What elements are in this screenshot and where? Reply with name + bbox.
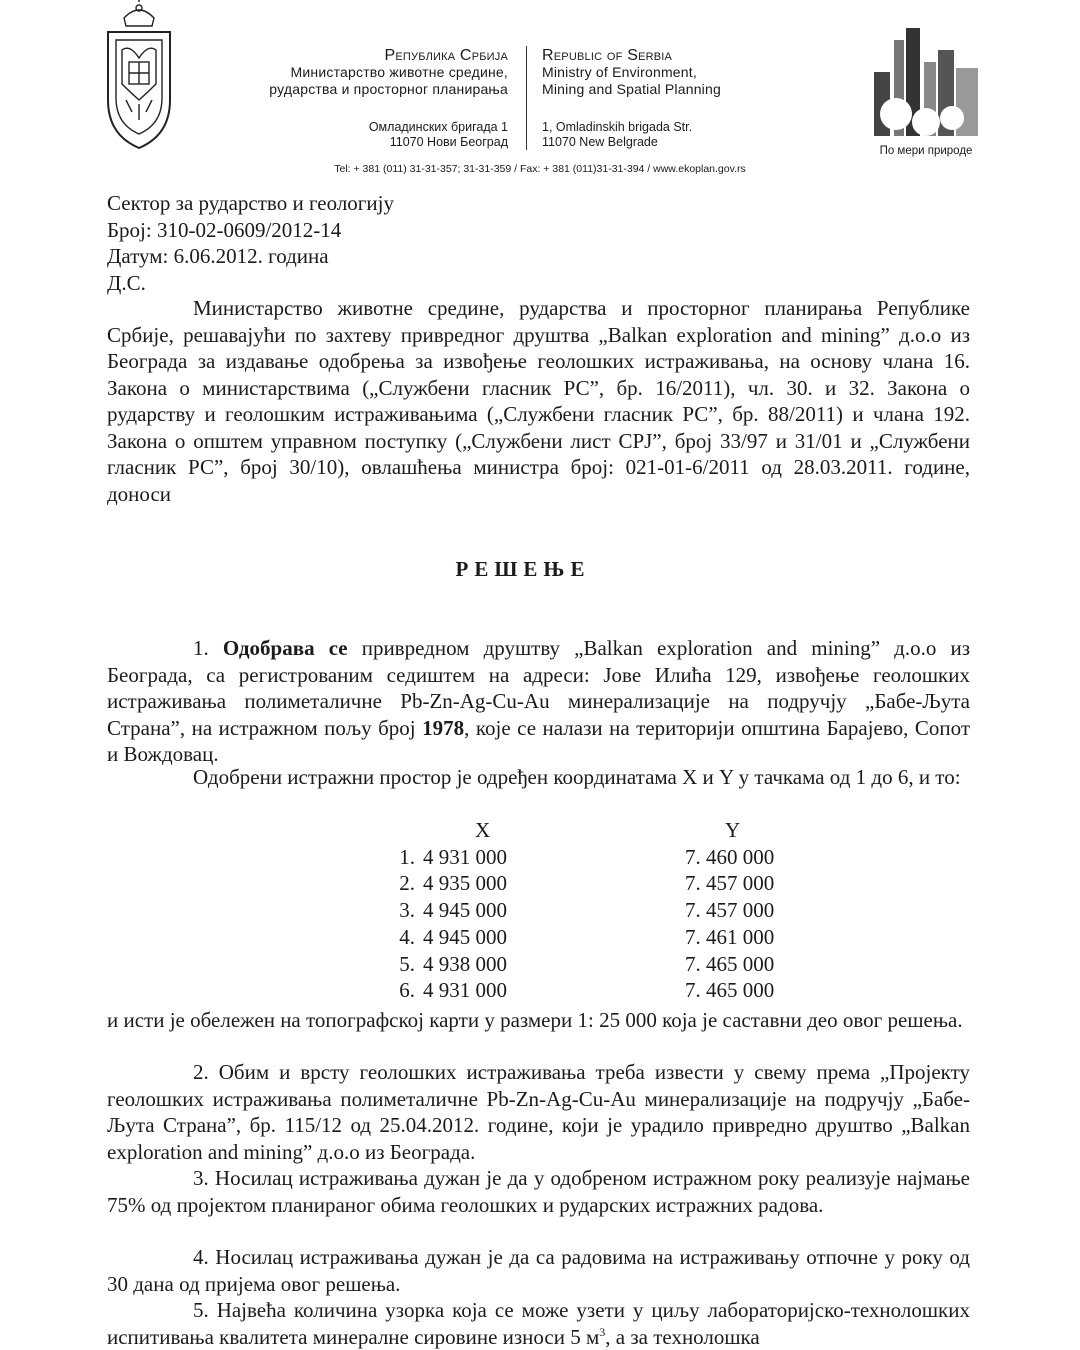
x-value: 4 945 000 [423,924,507,949]
initials: Д.С. [107,270,146,295]
item-4-paragraph: 4. Носилац истраживања дужан је да са радовима на истраживању отпочне у року од 30 дана од пријема овог решења. [107,1245,970,1296]
item-1-bold-lead: Одобрава се [222,636,348,660]
item-5-tail: , а за технолошка [605,1324,760,1349]
document-number: Број: 310-02-0609/2012-14 [107,217,342,242]
point-number: 4. [399,924,415,949]
item-1-text-b: , које се налази на територији општина Барајево, Сопот и Вождовац. [107,715,970,766]
ministry-name-english [542,47,842,98]
coordinates-intro: Одобрени истражни простор је одређен координатама X и Y у тачкама од 1 до 6, и то: [193,765,961,789]
item-2-paragraph: 2. Обим и врсту геолошких истраживања треба извести у свему према „Пројекту геолошких истраживања полиметаличне Pb-Zn-Ag-Cu-Au минерализације на подручју „Бабе-Љута Страна”, бр. 115/12 од 25.04.2012. године, који је урадило привредно друштво „Balkan exploration and mining” д.о.о из Београда. [107,1060,970,1164]
point-number: 1. [399,844,415,869]
header-ru-line: Република Србија [384,47,508,64]
y-value: 7. 465 000 [685,978,775,1003]
item-1-paragraph [107,635,970,768]
y-value: 7. 460 000 [685,844,775,869]
table-row [385,951,875,978]
table-row [385,977,875,1004]
field-number: 1978 [422,715,465,740]
x-value: 4 931 000 [423,978,507,1003]
ministry-name-cyrillic [190,47,508,98]
table-row [385,924,875,951]
x-value: 4 945 000 [423,898,507,923]
coat-of-arms-icon [102,0,176,150]
contact-line: Tel: + 381 (011) 31-31-357; 31-31-359 / Fax: + 381 (011)31-31-394 / www.ekoplan.gov.rs [334,163,746,175]
address-line: 11070 Нови Београд [389,135,508,149]
point-number: 3. [399,898,415,923]
coordinates-header-row [385,817,875,844]
address-english [542,120,802,150]
header-ru-line: Министарство животне средине, [290,64,508,80]
y-value: 7. 457 000 [685,871,775,896]
point-number: 2. [399,871,415,896]
y-value: 7. 465 000 [685,951,775,976]
header-en-line: Republic of Serbia [542,47,673,64]
y-column-header: Y [725,818,741,842]
item-5-paragraph [107,1297,970,1350]
item-3-paragraph: 3. Носилац истраживања дужан је да у одобреном истражном року реализује најмање 75% од пројектом планираног обима геолошких и рударских истражних радова. [107,1166,970,1217]
header-divider [526,46,527,150]
point-number: 6. [399,978,415,1003]
document-meta [107,190,394,296]
x-column-header: X [475,818,491,842]
document-date: Датум: 6.06.2012. година [107,244,329,268]
x-value: 4 935 000 [423,871,507,896]
map-reference-paragraph: и исти је обележен на топографској карти у размери 1: 25 000 која је саставни део овог решења. [107,1008,963,1032]
x-value: 4 938 000 [423,951,507,976]
header-en-line: Ministry of Environment, [542,64,697,80]
address-line: Омладинских бригада 1 [368,120,508,134]
coordinates-table [385,817,875,1004]
address-cyrillic [300,120,508,150]
x-value: 4 931 000 [423,844,507,869]
address-line: 1, Omladinskih brigada Str. [542,120,693,134]
table-row [385,844,875,871]
item-number: 1. [193,636,209,660]
point-number: 5. [399,951,415,976]
address-line: 11070 New Belgrade [542,135,658,149]
table-row [385,870,875,897]
item-5-text: 5. Највећа количина узорка која се може узети у циљу лабораторијско-технолошких испитивања квалитета минералне сировине износи 5 м [107,1298,970,1349]
header-en-line: Mining and Spatial Planning [542,81,721,97]
ministry-logo-icon [866,22,986,142]
table-row [385,897,875,924]
item-1-text-a: привредном друштву „Balkan exploration and mining” д.о.о из Београда, са регистрованим седиштем на адреси: Јове Илића 129, извођење геолошких истраживања полиметаличне Pb-Zn-Ag-Cu-Au минерализације на подручју „Бабе-Љута Страна”, на истражном пољу број [107,636,971,740]
cubic-superscript: 3 [599,1324,606,1339]
y-value: 7. 457 000 [685,898,775,923]
sector-label: Сектор за рударство и геологију [107,191,394,215]
decision-title: РЕШЕЊЕ [455,557,591,581]
header-ru-line: рударства и просторног планирања [269,81,508,97]
y-value: 7. 461 000 [685,924,775,949]
preamble-paragraph: Министарство животне средине, рударства и просторног планирања Републике Србије, решавајући по захтеву привредног друштва „Balkan exploration and mining” д.о.о из Београда за издавање одобрења за извођење геолошких истраживања, на основу члана 16. Закона о министарствима („Службени гласник РС”, бр. 16/2011), чл. 30. и 32. Закона о рударству и геолошким истраживањима („Службени гласник РС”, бр. 88/2011) и члана 192. Закона о општем управном поступку („Службени лист СРЈ”, број 33/97 и 31/01 и „Службени гласник РС”, број 30/10), овлашћења министра број: 021-01-6/2011 од 28.03.2011. године, доноси [107,296,970,506]
logo-caption: По мери природе [879,145,973,157]
